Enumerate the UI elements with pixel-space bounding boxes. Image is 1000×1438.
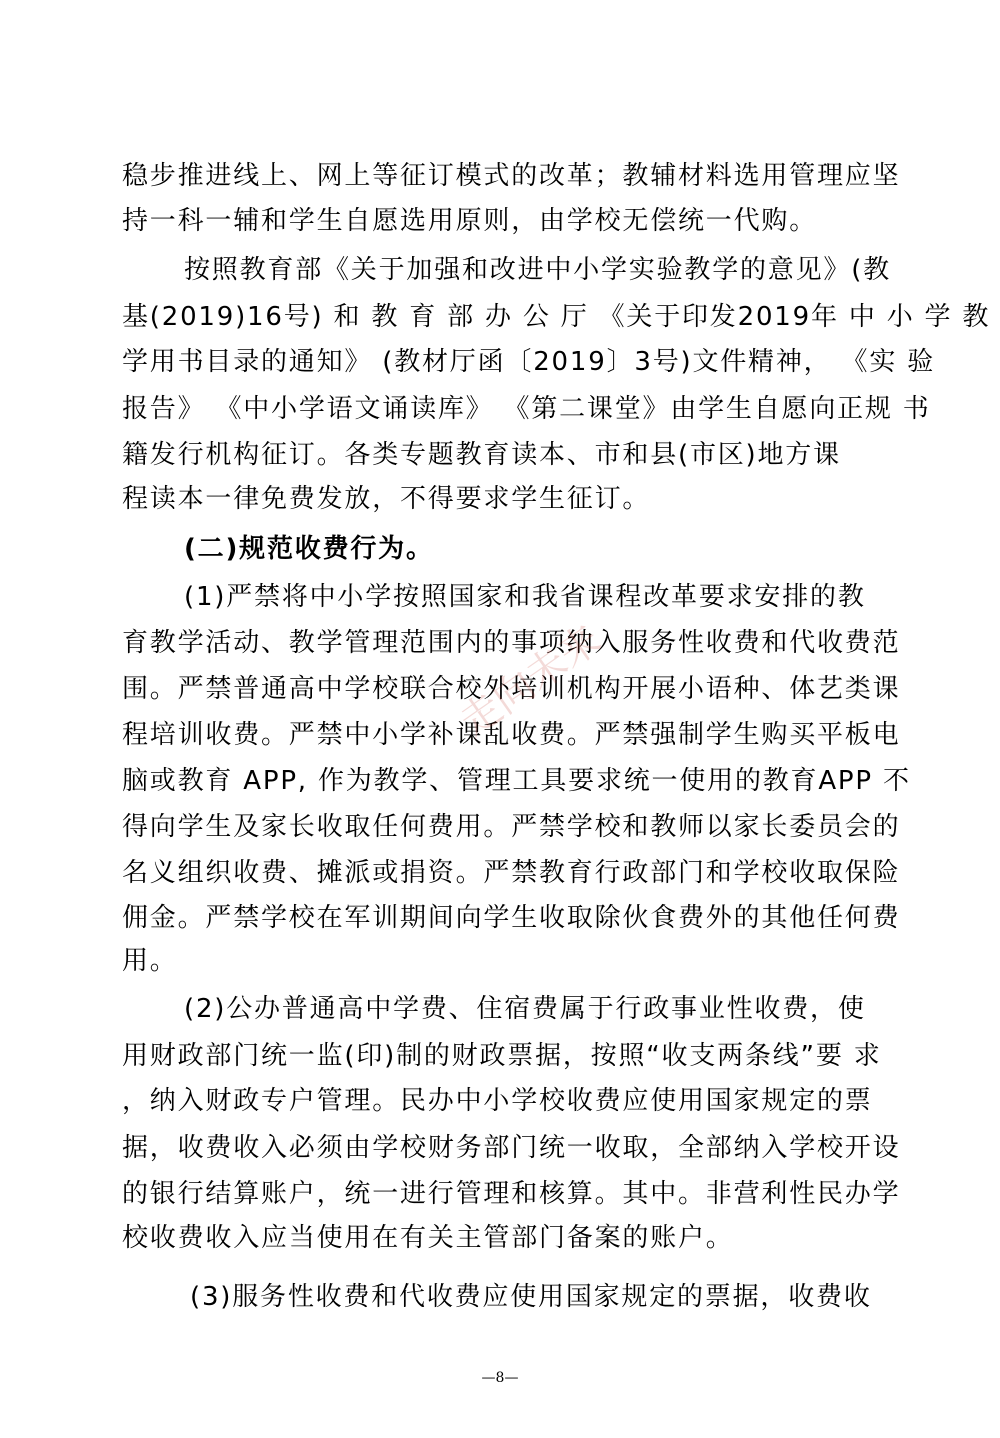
body-line-8: 程读本一律免费发放，不得要求学生征订。 <box>122 484 651 514</box>
body-line-17: 佣金。严禁学校在军训期间向学生收取除伙食费外的其他任何费 <box>122 903 901 933</box>
body-line-1: 稳步推进线上、网上等征订模式的改革；教辅材料选用管理应坚 <box>122 161 901 191</box>
page-number: —8— <box>481 1370 519 1386</box>
body-line-24: 校收费收入应当使用在有关主管部门备案的账户。 <box>122 1223 734 1253</box>
body-line-7: 籍发行机构征订。各类专题教育读本、市和县(市区)地方课 <box>122 440 841 470</box>
body-line-25: (3)服务性收费和代收费应使用国家规定的票据，收费收 <box>190 1282 872 1312</box>
body-line-5: 学用书目录的通知》 (教材厅函〔2019〕3号)文件精神， 《实 验 <box>122 347 935 377</box>
section-heading: (二)规范收费行为。 <box>184 534 434 564</box>
body-line-13: 程培训收费。严禁中小学补课乱收费。严禁强制学生购买平板电 <box>122 720 901 750</box>
body-line-22: 据，收费收入必须由学校财务部门统一收取，全部纳入学校开设 <box>122 1133 901 1163</box>
svg-text:走向未来: 走向未来 <box>451 616 610 746</box>
body-line-10: (1)严禁将中小学按照国家和我省课程改革要求安排的教 <box>184 582 866 612</box>
body-line-15: 得向学生及家长收取任何费用。严禁学校和教师以家长委员会的 <box>122 812 901 842</box>
body-line-20: 用财政部门统一监(印)制的财政票据，按照“收支两条线”要 求 <box>122 1041 882 1071</box>
body-line-19: (2)公办普通高中学费、住宿费属于行政事业性收费，使 <box>184 994 866 1024</box>
body-line-11: 育教学活动、教学管理范围内的事项纳入服务性收费和代收费范 <box>122 628 901 658</box>
body-line-14: 脑或教育 APP, 作为教学、管理工具要求统一使用的教育APP 不 <box>122 766 911 796</box>
body-line-2: 持一科一辅和学生自愿选用原则，由学校无偿统一代购。 <box>122 206 818 236</box>
body-line-3: 按照教育部《关于加强和改进中小学实验教学的意见》(教 <box>184 255 891 285</box>
body-line-21: ，纳入财政专户管理。民办中小学校收费应使用国家规定的票 <box>122 1086 873 1116</box>
body-line-6: 报告》 《中小学语文诵读库》 《第二课堂》由学生自愿向正规 书 <box>122 394 931 424</box>
body-line-4: 基(2019)16号) 和 教 育 部 办 公 厅 《关于印发2019年 中 小 学 教 <box>122 302 991 332</box>
body-line-12: 围。严禁普通高中学校联合校外培训机构开展小语种、体艺类课 <box>122 674 901 704</box>
body-line-23: 的银行结算账户，统一进行管理和核算。其中。非营利性民办学 <box>122 1179 901 1209</box>
body-line-18: 用。 <box>122 946 178 976</box>
body-line-16: 名义组织收费、摊派或捐资。严禁教育行政部门和学校收取保险 <box>122 858 901 888</box>
